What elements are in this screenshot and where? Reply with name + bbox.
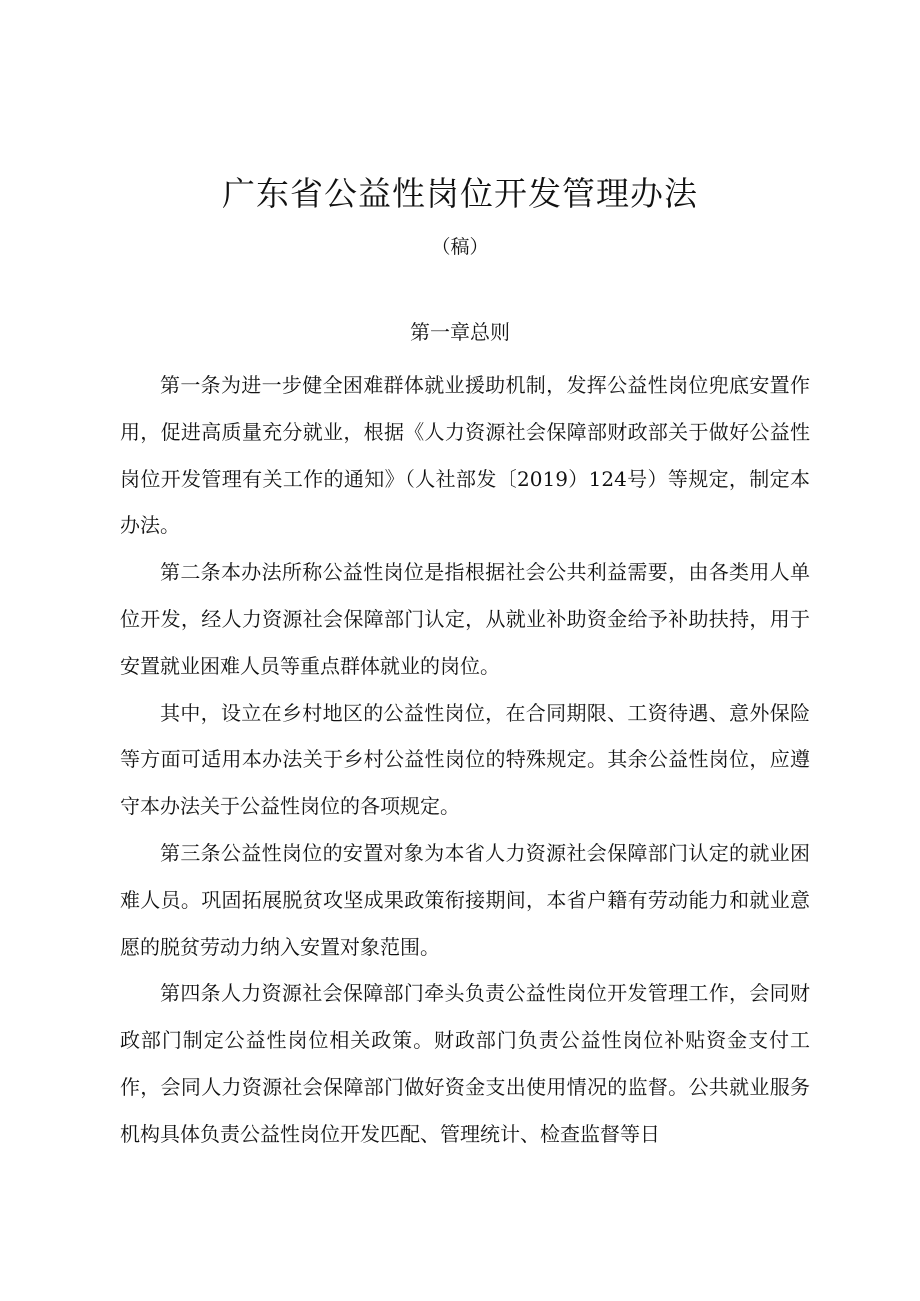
article-1-paragraph: 第一条为进一步健全困难群体就业援助机制，发挥公益性岗位兜底安置作用，促进高质量充分就业，根据《人力资源社会保障部财政部关于做好公益性岗位开发管理有关工作的通知》（人社部发〔2019）124号）等规定，制定本办法。 (120, 373, 810, 538)
article-4-paragraph: 第四条人力资源社会保障部门牵头负责公益性岗位开发管理工作，会同财政部门制定公益性岗位相关政策。财政部门负责公益性岗位补贴资金支付工作，会同人力资源社会保障部门做好资金支出使用情况的监督。公共就业服务机构具体负责公益性岗位开发匹配、管理统计、检查监督等日 (120, 981, 810, 1146)
article-2-paragraph: 第二条本办法所称公益性岗位是指根据社会公共利益需要，由各类用人单位开发，经人力资源社会保障部门认定，从就业补助资金给予补助扶持，用于安置就业困难人员等重点群体就业的岗位。 (120, 560, 810, 678)
chapter-heading: 第一章总则 (410, 320, 510, 344)
article-2-supplement-paragraph: 其中，设立在乡村地区的公益性岗位，在合同期限、工资待遇、意外保险等方面可适用本办法关于乡村公益性岗位的特殊规定。其余公益性岗位，应遵守本办法关于公益性岗位的各项规定。 (120, 700, 810, 819)
document-subtitle: （稿） (431, 236, 489, 258)
article-3-paragraph: 第三条公益性岗位的安置对象为本省人力资源社会保障部门认定的就业困难人员。巩固拓展脱贫攻坚成果政策衔接期间，本省户籍有劳动能力和就业意愿的脱贫劳动力纳入安置对象范围。 (120, 840, 810, 959)
document-body (120, 362, 810, 1158)
document-title: 广东省公益性岗位开发管理办法 (222, 174, 698, 213)
